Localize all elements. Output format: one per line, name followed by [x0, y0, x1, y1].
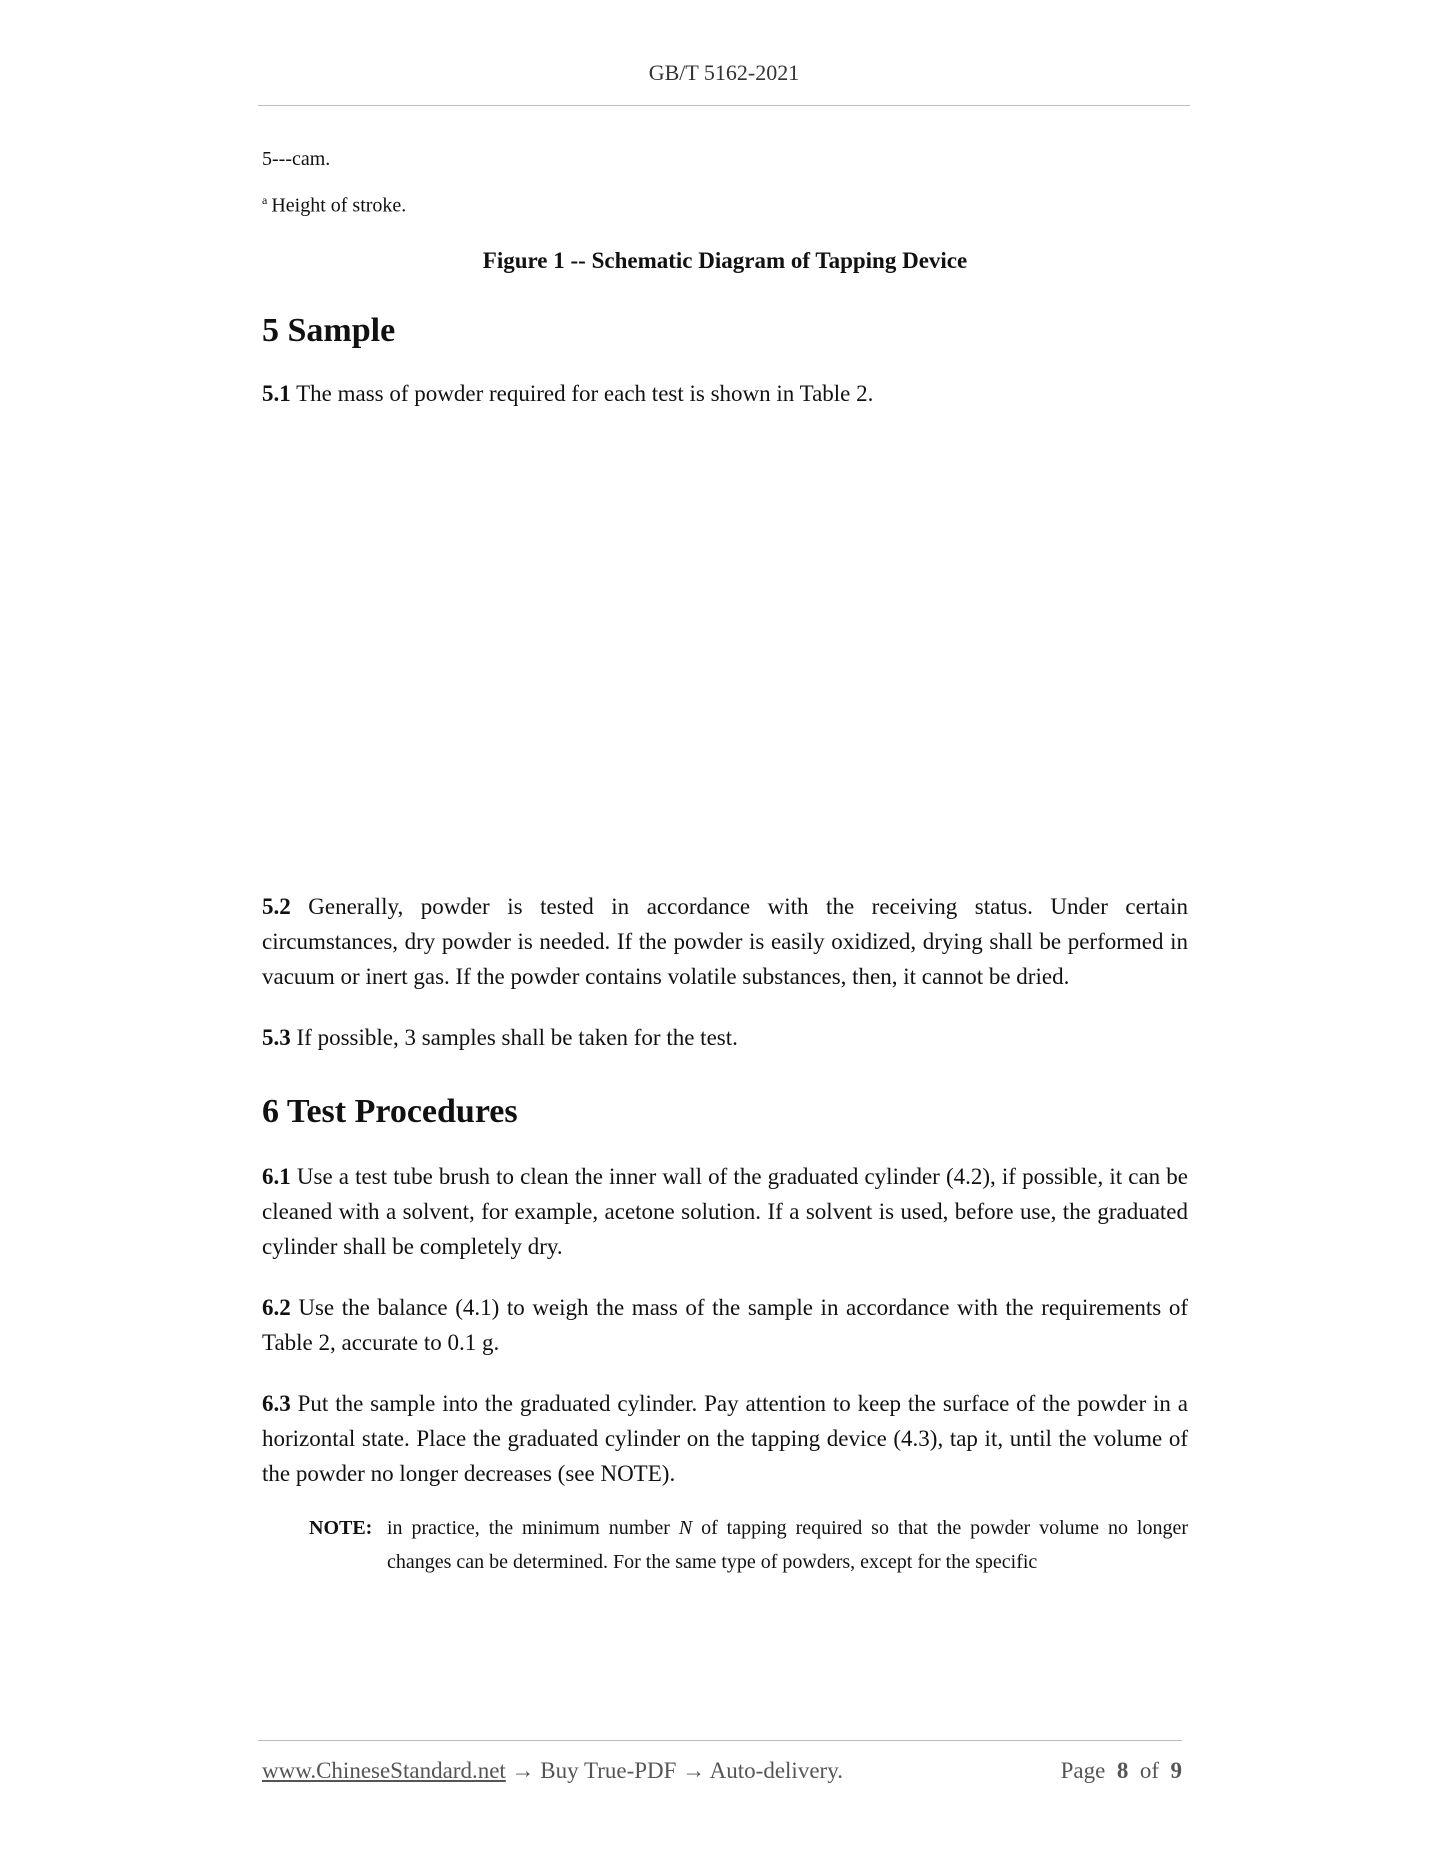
note-label: NOTE: [309, 1516, 373, 1539]
page-content [262, 148, 1188, 1579]
note-variable-n: N [678, 1516, 693, 1539]
note-text-after: of tapping required so that the powder volume no longer changes can be determined. For the same type of powders, except for the specific [387, 1516, 1189, 1573]
blank-area [262, 411, 1188, 889]
para-5-2-number: 5.2 [262, 893, 291, 919]
para-5-1-text: The mass of powder required for each test is shown in Table 2. [296, 380, 874, 406]
buy-pdf-text: Buy True-PDF [540, 1758, 677, 1783]
para-6-2-text: Use the balance (4.1) to weigh the mass of the sample in accordance with the requirements of Table 2, accurate to 0.1 g. [262, 1294, 1189, 1355]
para-5-3-number: 5.3 [262, 1024, 291, 1050]
footer-divider [258, 1740, 1182, 1741]
figure-caption: Figure 1 -- Schematic Diagram of Tapping Device [482, 247, 968, 273]
page-label: Page [1060, 1758, 1106, 1783]
legend-note-a [262, 193, 1188, 218]
para-5-3 [262, 1020, 1188, 1055]
para-6-1-number: 6.1 [262, 1163, 291, 1189]
arrow-right-icon: → [511, 1758, 535, 1783]
legend-item-5: 5---cam. [262, 148, 331, 170]
of-label: of [1139, 1758, 1159, 1783]
website-link[interactable]: www.ChineseStandard.net [262, 1758, 506, 1783]
para-5-1-number: 5.1 [262, 380, 291, 406]
para-6-2-number: 6.2 [262, 1294, 291, 1320]
para-5-3-text: If possible, 3 samples shall be taken for the test. [296, 1024, 738, 1050]
section-6-heading: 6 Test Procedures [262, 1092, 518, 1130]
page-total: 9 [1170, 1758, 1182, 1783]
auto-delivery-text: Auto-delivery. [709, 1758, 843, 1783]
para-6-2 [262, 1290, 1188, 1360]
para-6-1-text: Use a test tube brush to clean the inner wall of the graduated cylinder (4.2), if possible, it can be cleaned with a solvent, for example, acetone solution. If a solvent is used, before use, the graduated cylinder shall be completely dry. [262, 1163, 1188, 1259]
para-6-1 [262, 1159, 1188, 1264]
page-indicator [1061, 1758, 1182, 1784]
arrow-right-icon: → [682, 1758, 706, 1783]
page-footer [262, 1758, 1182, 1784]
para-6-3-number: 6.3 [262, 1390, 291, 1416]
note-a-text: Height of stroke. [271, 194, 407, 217]
note-text-before: in practice, the minimum number [387, 1516, 670, 1539]
para-5-1 [262, 376, 1188, 411]
note-a-marker: a [262, 193, 268, 207]
note-block [262, 1511, 1188, 1579]
para-5-2 [262, 889, 1188, 994]
page-header: GB/T 5162-2021 [648, 60, 800, 85]
para-5-2-text: Generally, powder is tested in accordance with the receiving status. Under certain circumstances, dry powder is needed. If the powder is easily oxidized, drying shall be performed in vacuum or inert gas. If the powder contains volatile substances, then, it cannot be dried. [262, 893, 1189, 989]
page-number: 8 [1116, 1758, 1129, 1783]
para-6-3-text: Put the sample into the graduated cylinder. Pay attention to keep the surface of the powder in a horizontal state. Place the graduated cylinder on the tapping device (4.3), tap it, until the volume of the powder no longer decreases (see NOTE). [262, 1390, 1189, 1486]
section-5-heading: 5 Sample [262, 311, 396, 349]
header-divider [258, 105, 1190, 106]
para-6-3 [262, 1386, 1188, 1491]
